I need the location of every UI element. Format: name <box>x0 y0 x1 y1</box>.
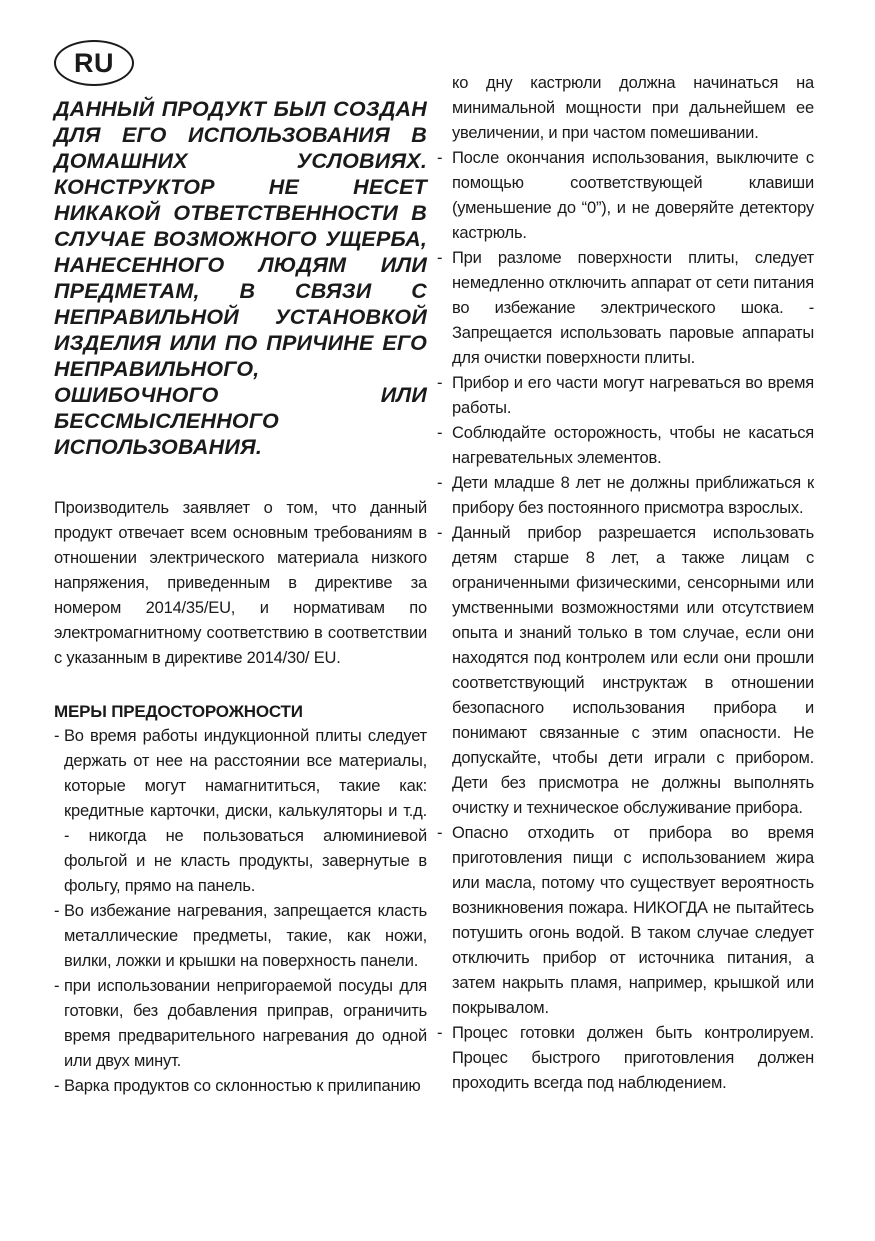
list-item: - При разломе поверхности плиты, следует немедленно отключить аппарат от сети питания во избежание электрического шока. - Запрещается использовать паровые аппараты для очистки поверхности плиты. <box>437 246 814 371</box>
list-item: - Варка продуктов со склонностью к прилипанию <box>54 1074 427 1099</box>
list-item: - Соблюдайте осторожность, чтобы не касаться нагревательных элементов. <box>437 421 814 471</box>
list-item: - Дети младше 8 лет не должны приближаться к прибору без постоянного присмотра взрослых. <box>437 471 814 521</box>
language-badge <box>54 40 134 86</box>
list-item: - После окончания использования, выключите с помощью соответствующей клавиши (уменьшение до “0”), и не доверяйте детектору кастрюль. <box>437 146 814 246</box>
right-column <box>437 71 814 1096</box>
list-item-continuation: ко дну кастрюли должна начинаться на минимальной мощности при дальнейшем ее увеличении, и при частом помешивании. <box>452 74 814 142</box>
list-item: - Данный прибор разрешается использовать детям старше 8 лет, а также лицам с ограниченными физическими, сенсорными или умственными возможностями или отсутствием опыта и знаний только в том случае, если они находятся под контролем или если они прошли соответствующий инструктаж в отношении безопасного использования прибора и понимают связанные с этим опасности. Не допускайте, чтобы дети играли с прибором. Дети без присмотра не должны выполнять очистку и техническое обслуживание прибора. <box>437 521 814 821</box>
liability-warning: ДАННЫЙ ПРОДУКТ БЫЛ СОЗДАН ДЛЯ ЕГО ИСПОЛЬЗОВАНИЯ В ДОМАШНИХ УСЛОВИЯХ. КОНСТРУКТОР НЕ НЕСЕТ НИКАКОЙ ОТВЕТСТВЕННОСТИ В СЛУЧАЕ ВОЗМОЖНОГО УЩЕРБА, НАНЕСЕННОГО ЛЮДЯМ ИЛИ ПРЕДМЕТАМ, В СВЯЗИ С НЕПРАВИЛЬНОЙ УСТАНОВКОЙ ИЗДЕЛИЯ ИЛИ ПО ПРИЧИНЕ ЕГО НЕПРАВИЛЬНОГО, ОШИБОЧНОГО ИЛИ БЕССМЫСЛЕННОГО ИСПОЛЬЗОВАНИЯ. <box>54 97 427 459</box>
list-item: - Во избежание нагревания, запрещается класть металлические предметы, такие, как ножи, вилки, ложки и крышки на поверхность панели. <box>54 899 427 974</box>
precautions-heading: МЕРЫ ПРЕДОСТОРОЖНОСТИ <box>54 702 303 721</box>
list-item: - Процес готовки должен быть контролируем. Процес быстрого приготовления должен проходить всегда под наблюдением. <box>437 1021 814 1096</box>
list-item: - Опасно отходить от прибора во время приготовления пищи с использованием жира или масла, потому что существует вероятность возникновения пожара. НИКОГДА не пытайтесь потушить огонь водой. В таком случае следует отключить прибор от источника питания, а затем накрыть пламя, например, крышкой или покрывалом. <box>437 821 814 1021</box>
left-column <box>54 96 427 1099</box>
language-code: RU <box>74 47 114 78</box>
precautions-list-left <box>54 724 427 1099</box>
list-item: - при использовании непригораемой посуды для готовки, без добавления приправ, ограничить время предварительного нагревания до одной или двух минут. <box>54 974 427 1074</box>
conformity-statement: Производитель заявляет о том, что данный продукт отвечает всем основным требованиям в отношении электрического материала низкого напряжения, приведенным в директиве за номером 2014/35/EU, и нормативам по электромагнитному соответствию в соответствии с указанным в директиве 2014/30/ EU. <box>54 499 427 667</box>
list-item: - Прибор и его части могут нагреваться во время работы. <box>437 371 814 421</box>
precautions-list-right <box>437 146 814 1096</box>
list-item: - Во время работы индукционной плиты следует держать от нее на расстоянии все материалы, которые могут намагнититься, такие как: кредитные карточки, диски, калькуляторы и т.д. - никогда не пользоваться алюминиевой фольгой и не класть продукты, завернутые в фольгу, прямо на панель. <box>54 724 427 899</box>
